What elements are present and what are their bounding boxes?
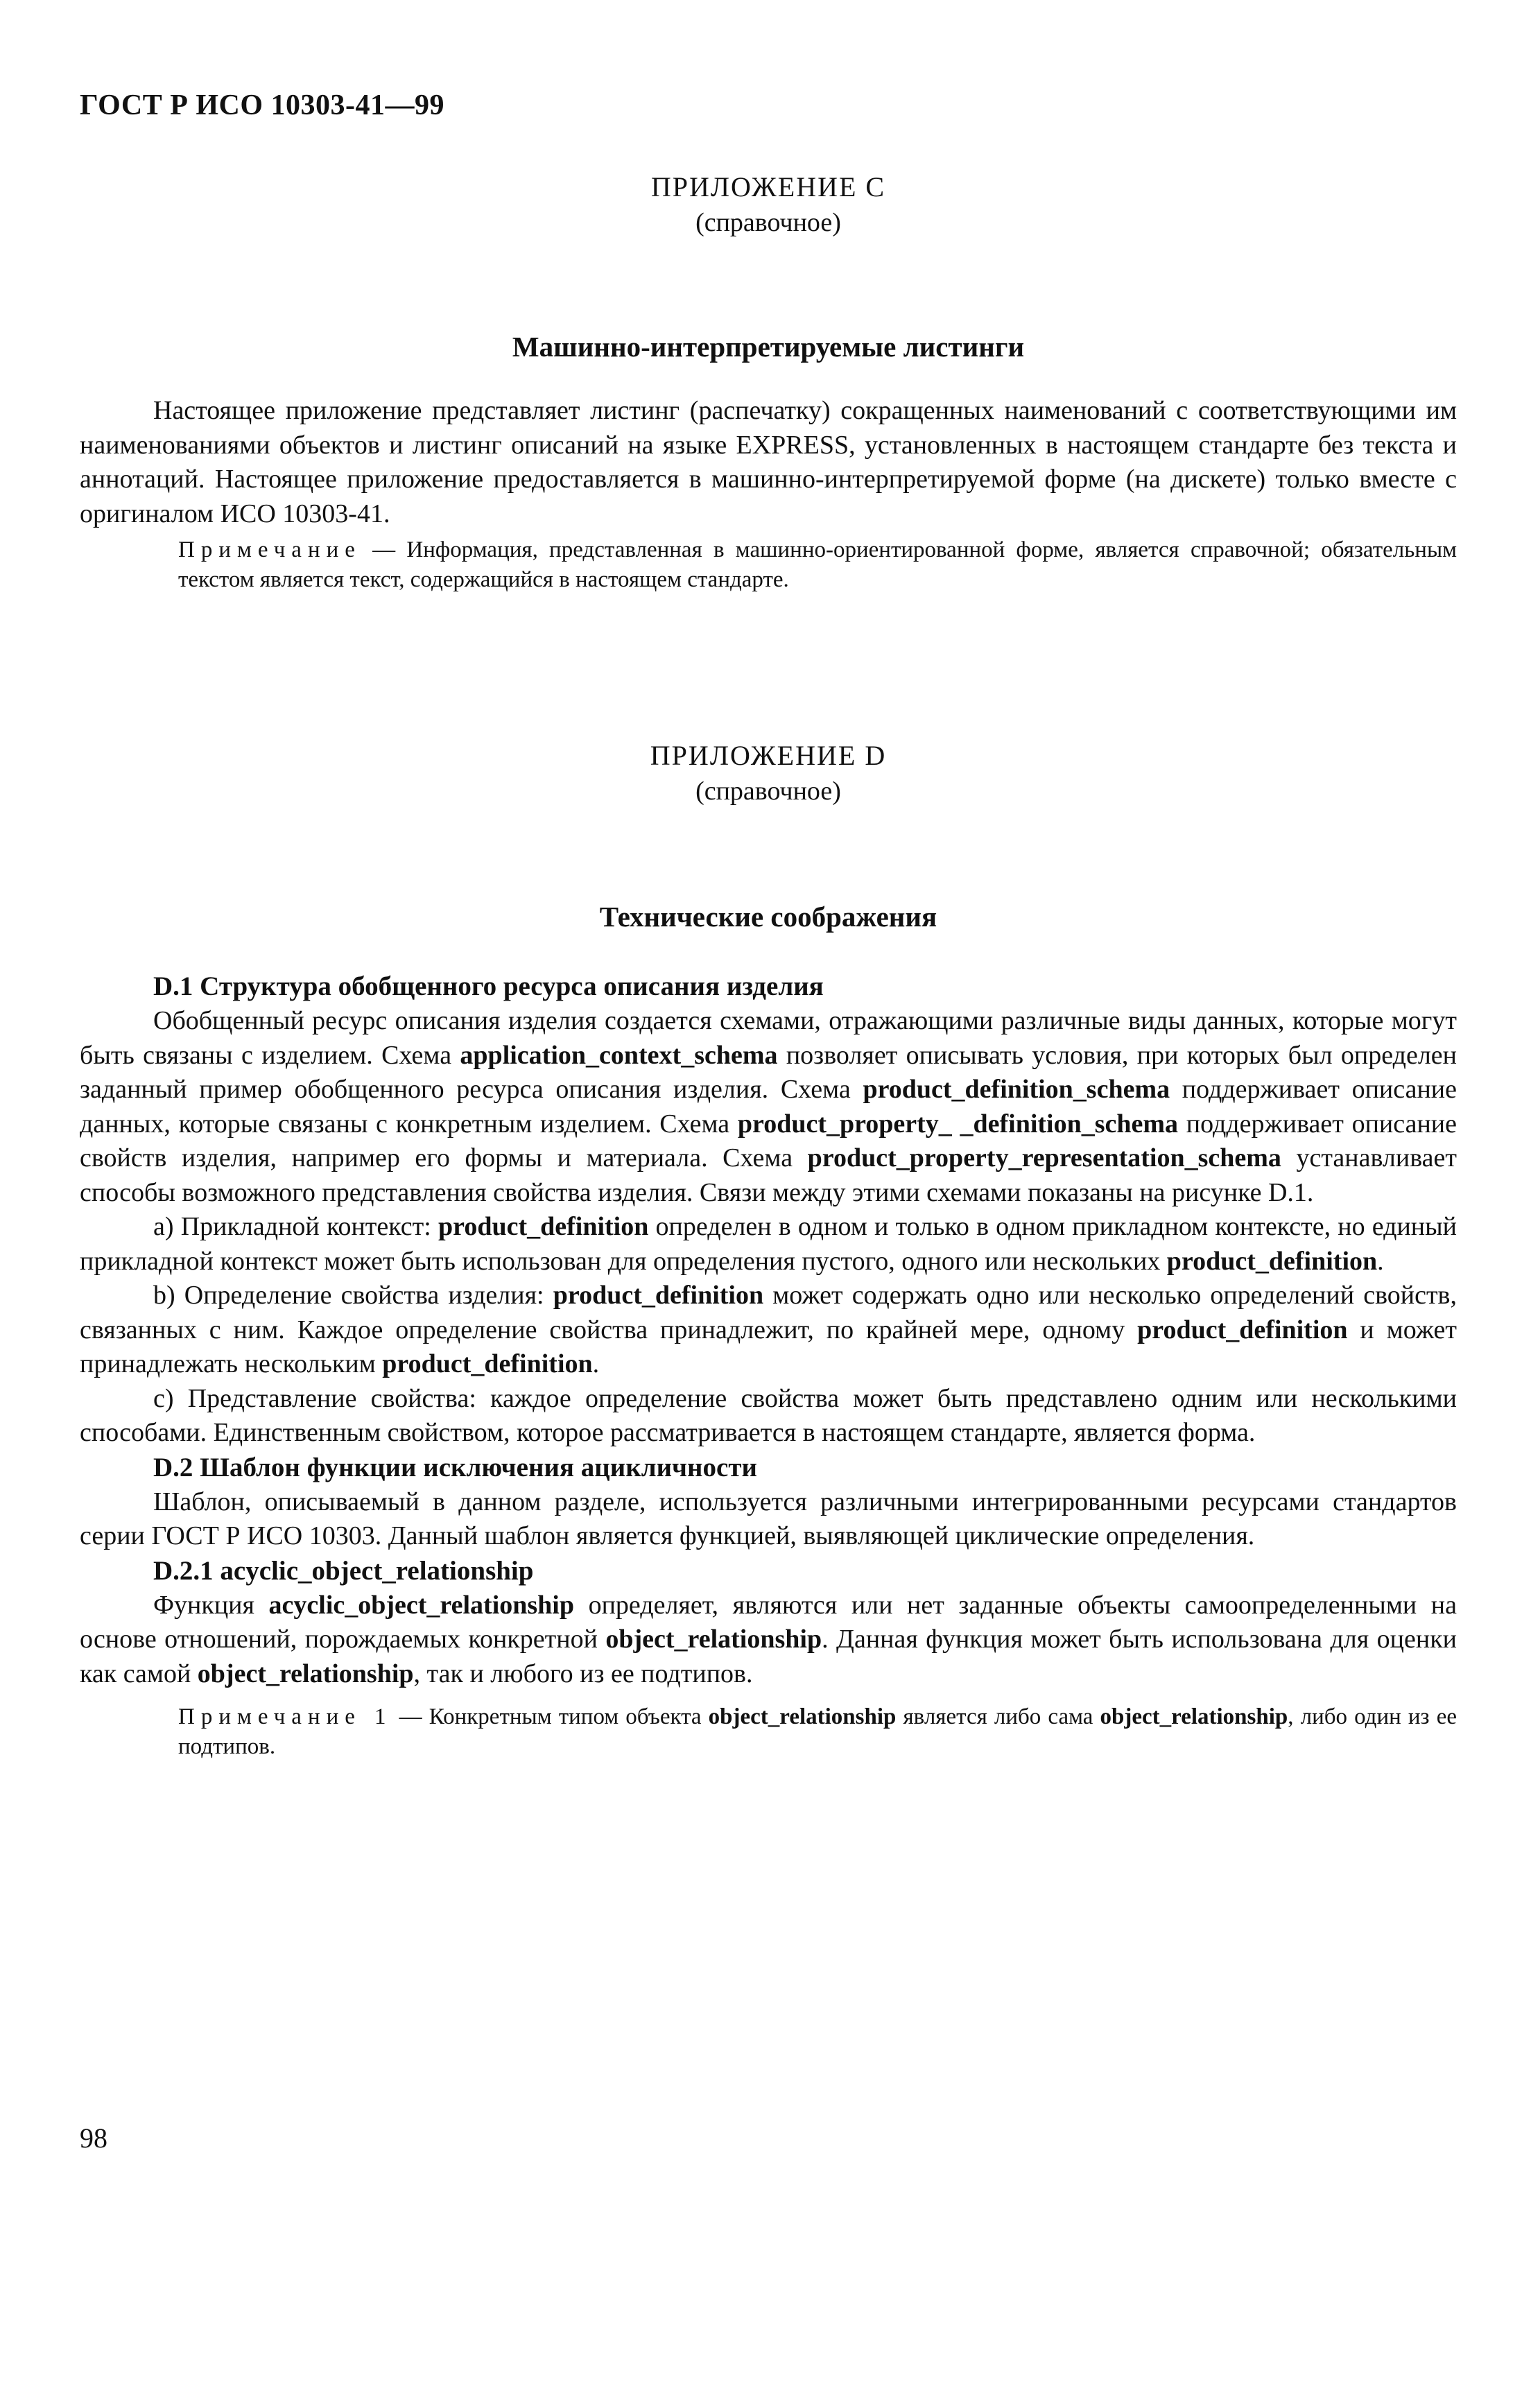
text-run: Обобщенный ресурс описания изделия создается схемами, отражающими различные виды данных, которые могут быть связаны с изделием. Схема (80, 1006, 1457, 1070)
entity-name: object_relationship (1100, 1704, 1288, 1729)
appendix-d-heading: Технические соображения (599, 901, 937, 933)
appendix-d-title-block (80, 738, 1457, 808)
appendix-c-heading-block (80, 329, 1457, 365)
schema-name: application_context_schema (460, 1040, 778, 1070)
appendix-c-title-block (80, 169, 1457, 240)
schema-name: product_property_ _definition_schema (737, 1109, 1179, 1139)
d21-paragraph (80, 1589, 1457, 1692)
d1-item-b (80, 1279, 1457, 1382)
text-run: поддерживает описание свойств изделия, например его формы и материала. Схема (80, 1109, 1457, 1173)
appendix-c-heading: Машинно-интерпретируемые листинги (512, 331, 1025, 363)
entity-name: product_definition (382, 1349, 593, 1378)
entity-name: product_definition (1137, 1315, 1348, 1344)
appendix-d-heading-block (80, 899, 1457, 935)
text-run: Функция (153, 1590, 269, 1620)
text-run: позволяет описывать условия, при которых был определен заданный пример обобщенного ресурса описания изделия. Схема (80, 1040, 1457, 1104)
entity-name: object_relationship (197, 1659, 414, 1688)
entity-name: product_definition (1166, 1246, 1378, 1276)
appendix-c-title: ПРИЛОЖЕНИЕ С (650, 171, 886, 202)
text-run: , так и любого из ее подтипов. (413, 1659, 753, 1688)
entity-name: product_definition (438, 1212, 649, 1241)
text-run: , либо один из ее подтипов. (178, 1704, 1457, 1759)
appendix-c-body (80, 394, 1457, 595)
text-run: является либо сама (896, 1704, 1100, 1729)
text-run: . (592, 1349, 600, 1378)
d1-paragraph (80, 1004, 1457, 1210)
appendix-c-subtitle: (справочное) (695, 208, 841, 237)
page-number: 98 (80, 2122, 107, 2154)
text-run: и может принадлежать нескольким (80, 1315, 1457, 1378)
d2-heading: D.2 Шаблон функции исключения ацикличности (153, 1452, 757, 1482)
d21-heading: D.2.1 acyclic_object_relationship (153, 1555, 534, 1586)
entity-name: product_definition (553, 1281, 764, 1310)
text-run: — Конкретным типом объекта (392, 1704, 709, 1729)
text-run: определен в одном и только в одном прикладном контексте, но единый прикладной контекст может быть использован для определения пустого, одного или нескольких (80, 1212, 1457, 1276)
schema-name: product_property_representation_schema (807, 1143, 1281, 1173)
d21-note (80, 1702, 1457, 1762)
appendix-d-body (80, 969, 1457, 1762)
appendix-d-title: ПРИЛОЖЕНИЕ D (650, 740, 887, 771)
entity-name: acyclic_object_relationship (268, 1590, 574, 1620)
d1-item-c: с) Представление свойства: каждое определение свойства может быть представлено одним или несколькими способами. Единственным свойством, которое рассматривается в настоящем стандарте, является форма. (80, 1383, 1457, 1447)
entity-name: object_relationship (605, 1625, 822, 1654)
text-run: а) Прикладной контекст: (153, 1212, 438, 1241)
text-run: может содержать одно или несколько определений свойств, связанных с ним. Каждое определение свойства принадлежит, по крайней мере, одному (80, 1281, 1457, 1344)
d1-item-a (80, 1210, 1457, 1279)
text-run: . (1377, 1246, 1384, 1276)
d1-heading: D.1 Структура обобщенного ресурса описания изделия (153, 971, 824, 1001)
appendix-c-paragraph: Настоящее приложение представляет листинг (распечатку) сокращенных наименований с соответствующими им наименованиями объектов и листинг описаний на языке EXPRESS, установленных в настоящем стандарте без текста и аннотаций. Настоящее приложение предоставляется в машинно-интерпретируемой форме (на дискете) только вместе с оригиналом ИСО 10303-41. (80, 396, 1457, 528)
text-run: . Данная функция может быть использована для оценки как самой (80, 1625, 1457, 1688)
note-text: — Информация, представленная в машинно-ориентированной форме, является справочной; обязательным текстом является текст, содержащийся в настоящем стандарте. (178, 537, 1457, 592)
note-label: Примечание 1 (178, 1704, 392, 1729)
document-header: ГОСТ Р ИСО 10303-41—99 (80, 89, 445, 121)
schema-name: product_definition_schema (863, 1075, 1170, 1104)
text-run: определяет, являются или нет заданные объекты самоопределенными на основе отношений, порождаемых конкретной (80, 1590, 1457, 1654)
appendix-d-subtitle: (справочное) (695, 777, 841, 806)
text-run: поддерживает описание данных, которые связаны с конкретным изделием. Схема (80, 1075, 1457, 1139)
note-label: Примечание (178, 537, 361, 562)
text-run: устанавливает способы возможного представления свойства изделия. Связи между этими схемами показаны на рисунке D.1. (80, 1143, 1457, 1207)
d2-paragraph: Шаблон, описываемый в данном разделе, используется различными интегрированными ресурсами стандартов серии ГОСТ Р ИСО 10303. Данный шаблон является функцией, выявляющей циклические определения. (80, 1487, 1457, 1550)
appendix-c-note (80, 535, 1457, 595)
text-run: b) Определение свойства изделия: (153, 1281, 553, 1310)
entity-name: object_relationship (708, 1704, 897, 1729)
